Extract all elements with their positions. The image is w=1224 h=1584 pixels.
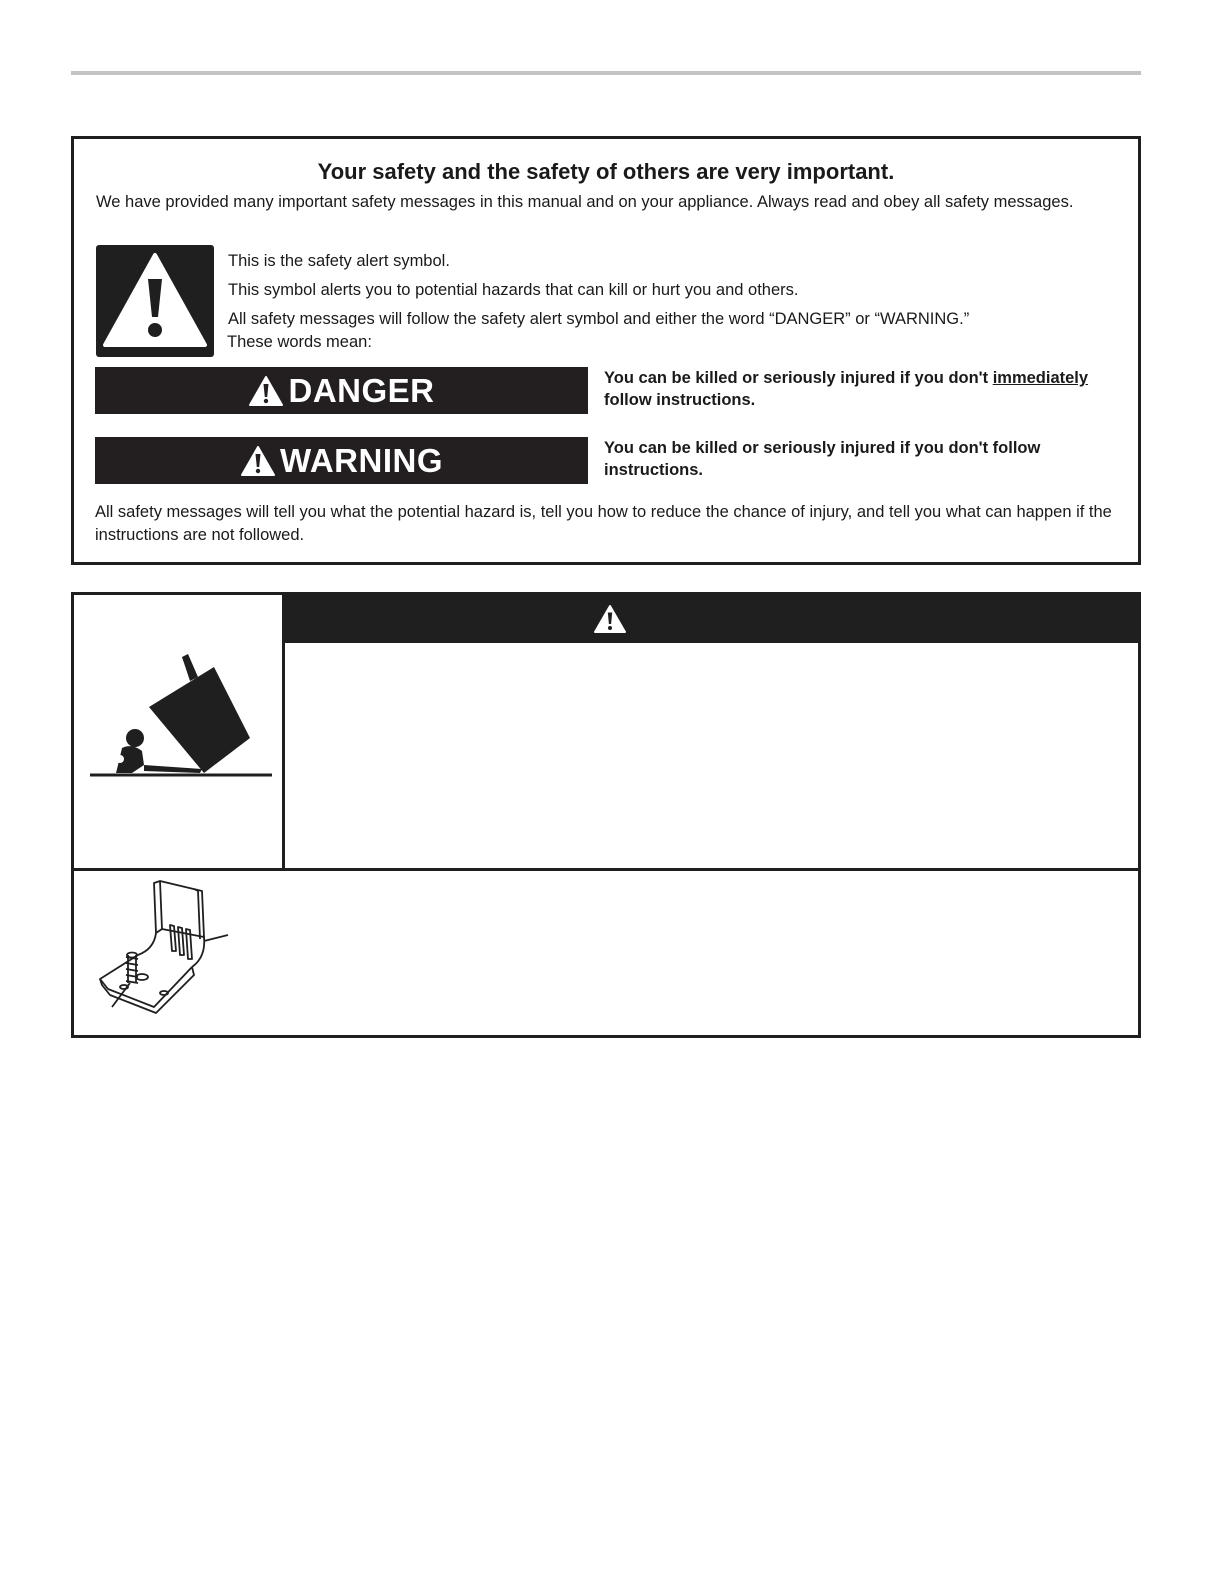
warning-label: WARNING <box>280 441 443 479</box>
safety-alert-icon <box>96 245 214 357</box>
safety-title: Your safety and the safety of others are very important. <box>317 159 895 184</box>
alert-explanation <box>228 250 969 360</box>
safety-section <box>71 136 1141 565</box>
bracket-cell <box>74 871 1138 1035</box>
warning-alert-icon <box>240 445 276 477</box>
danger-signal-bar <box>95 367 588 414</box>
safety-intro: We have provided many important safety messages in this manual and on your appliance. Always read and obey all safety messages. <box>96 193 1074 211</box>
alert-symbol-line: This is the safety alert symbol. <box>228 252 450 270</box>
alert-follow-line: All safety messages will follow the safety alert symbol and either the word “DANGER” or “WARNING.” <box>228 310 970 328</box>
danger-text-pre: You can be killed or seriously injured if you don't <box>604 369 993 387</box>
alert-hazard-line: This symbol alerts you to potential hazards that can kill or hurt you and others. <box>228 281 799 299</box>
danger-alert-icon <box>248 375 284 407</box>
tip-over-child-icon <box>74 595 282 868</box>
tip-over-header <box>285 595 1138 643</box>
warning-signal-bar <box>95 437 588 484</box>
alert-mean-line: These words mean: <box>227 333 372 351</box>
danger-description <box>604 367 1129 411</box>
tip-over-alert-icon <box>593 604 627 634</box>
top-rule <box>71 71 1141 75</box>
safety-outro: All safety messages will tell you what the potential hazard is, tell you how to reduce the chance of injury, and tell you what can happen if the instructions are not followed. <box>95 503 1112 544</box>
danger-label: DANGER <box>288 371 435 409</box>
danger-text-emphasis: immediately <box>992 369 1089 387</box>
warning-description: You can be killed or seriously injured if you don't follow instructions. <box>604 439 1041 479</box>
tip-over-picture-cell <box>74 595 285 868</box>
danger-text-post: follow instructions. <box>604 391 756 409</box>
anti-tip-bracket-icon <box>94 871 274 1035</box>
tip-over-body <box>285 643 1138 868</box>
tip-over-section <box>71 592 1141 1038</box>
